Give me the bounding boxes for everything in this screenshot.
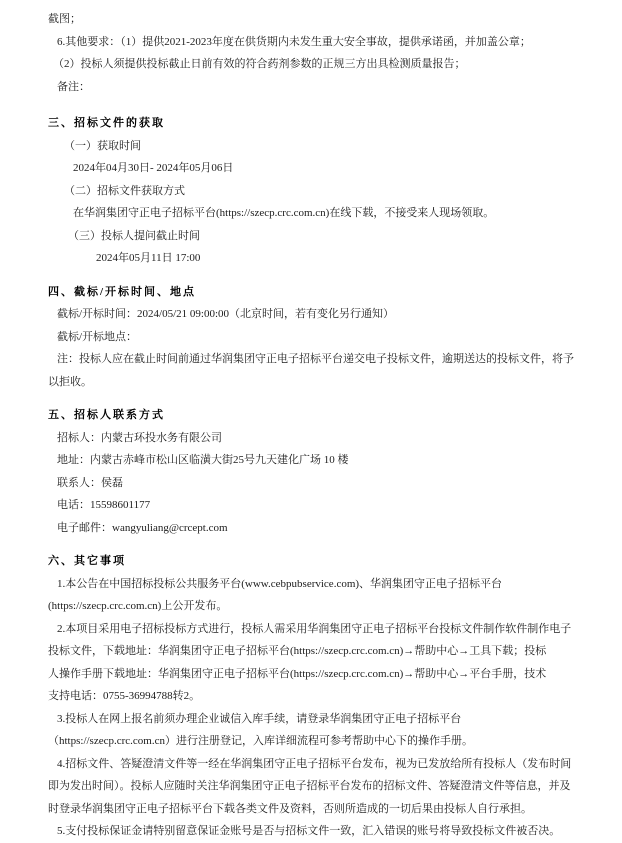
contact-email: 电子邮件：wangyuliang@crcept.com xyxy=(57,521,228,534)
question-deadline-label: （三）投标人提问截止时间 xyxy=(68,229,200,242)
other-item-4-line-3: 时登录华润集团守正电子招标平台下载各类文件及资料，否则所造成的一切后果由投标人自行承担。 xyxy=(48,802,532,815)
other-item-3-line-1: 3.投标人在网上报名前须办理企业诚信入库手续，请登录华润集团守正电子招标平台 xyxy=(57,712,462,725)
other-item-3-line-2: （https://szecp.crc.com.cn）进行注册登记，入库详细流程可参考帮助中心下的操作手册。 xyxy=(48,735,473,747)
contact-phone: 电话：15598601177 xyxy=(57,499,151,511)
section-6-heading: 六、其它事项 xyxy=(48,555,126,567)
other-requirements-line-1: 6.其他要求：（1）提供2021-2023年度在供货期内未发生重大安全事故，提供承诺函，并加盖公章； xyxy=(57,35,531,48)
other-item-1-line-2: (https://szecp.crc.com.cn)上公开发布。 xyxy=(48,600,228,612)
section-bid-opening xyxy=(48,281,572,394)
section-5-heading: 五、招标人联系方式 xyxy=(48,409,165,421)
other-item-2-line-1: 2.本项目采用电子招标投标方式进行，投标人需采用华润集团守正电子招标平台投标文件制作软件制作电子 xyxy=(57,622,572,635)
bid-opening-place: 截标/开标地点： xyxy=(57,330,138,343)
acquisition-method-label: （二）招标文件获取方式 xyxy=(64,184,185,197)
other-item-4-line-2: 即为发出时间）。投标人应随时关注华润集团守正电子招标平台发布的招标文件、答疑澄清文件等信息，并及 xyxy=(48,780,571,792)
section-contact-info xyxy=(48,404,572,539)
remark-label: 备注： xyxy=(57,80,90,93)
section-4-heading: 四、截标/开标时间、地点 xyxy=(48,285,197,298)
other-item-2-line-3: 人操作手册下载地址：华润集团守正电子招标平台(https://szecp.crc.com.cn)→帮助中心→平台手册，技术 xyxy=(48,667,547,680)
intro-block xyxy=(48,8,572,98)
screenshot-label: 截图； xyxy=(48,13,81,25)
other-requirements-line-2: （2）投标人须提供投标截止日前有效的符合药剂参数的正规三方出具检测质量报告； xyxy=(53,58,466,70)
question-deadline-value: 2024年05月11日 17:00 xyxy=(96,252,201,264)
other-item-2-line-4: 支持电话：0755-36994788转2。 xyxy=(48,690,201,702)
tenderer-address: 地址：内蒙古赤峰市松山区临潢大街25号九天建化广场 10 楼 xyxy=(57,454,349,466)
section-document-acquisition xyxy=(48,112,572,270)
other-item-5-line-1: 5.支付投标保证金请特别留意保证金账号是否与招标文件一致，汇入错误的账号将导致投标文件被否决。 xyxy=(57,825,561,837)
section-other-matters xyxy=(48,550,572,843)
tenderer-name: 招标人：内蒙古环投水务有限公司 xyxy=(57,431,222,444)
section-3-heading: 三、招标文件的获取 xyxy=(48,117,165,129)
other-item-1-line-1: 1.本公告在中国招标投标公共服务平台(www.cebpubservice.com)、华润集团守正电子招标平台 xyxy=(57,577,503,590)
bid-opening-note-line-2: 以拒收。 xyxy=(48,375,92,388)
bid-opening-note-line-1: 注：投标人应在截止时间前通过华润集团守正电子招标平台递交电子投标文件，逾期送达的投标文件，将予 xyxy=(57,353,574,365)
bid-opening-time: 截标/开标时间：2024/05/21 09:00:00（北京时间，若有变化另行通知） xyxy=(57,308,395,320)
acquisition-method-value: 在华润集团守正电子招标平台(https://szecp.crc.com.cn)在线下载，不接受来人现场领取。 xyxy=(73,207,495,219)
contact-person: 联系人：侯磊 xyxy=(57,476,123,489)
acquisition-time-label: （一）获取时间 xyxy=(64,139,141,152)
acquisition-time-value: 2024年04月30日- 2024年05月06日 xyxy=(73,162,234,174)
other-item-2-line-2: 投标文件，下载地址：华润集团守正电子招标平台(https://szecp.crc.com.cn)→帮助中心→工具下载；投标 xyxy=(48,645,547,657)
other-item-4-line-1: 4.招标文件、答疑澄清文件等一经在华润集团守正电子招标平台发布，视为已发放给所有投标人（发布时间 xyxy=(57,757,572,770)
